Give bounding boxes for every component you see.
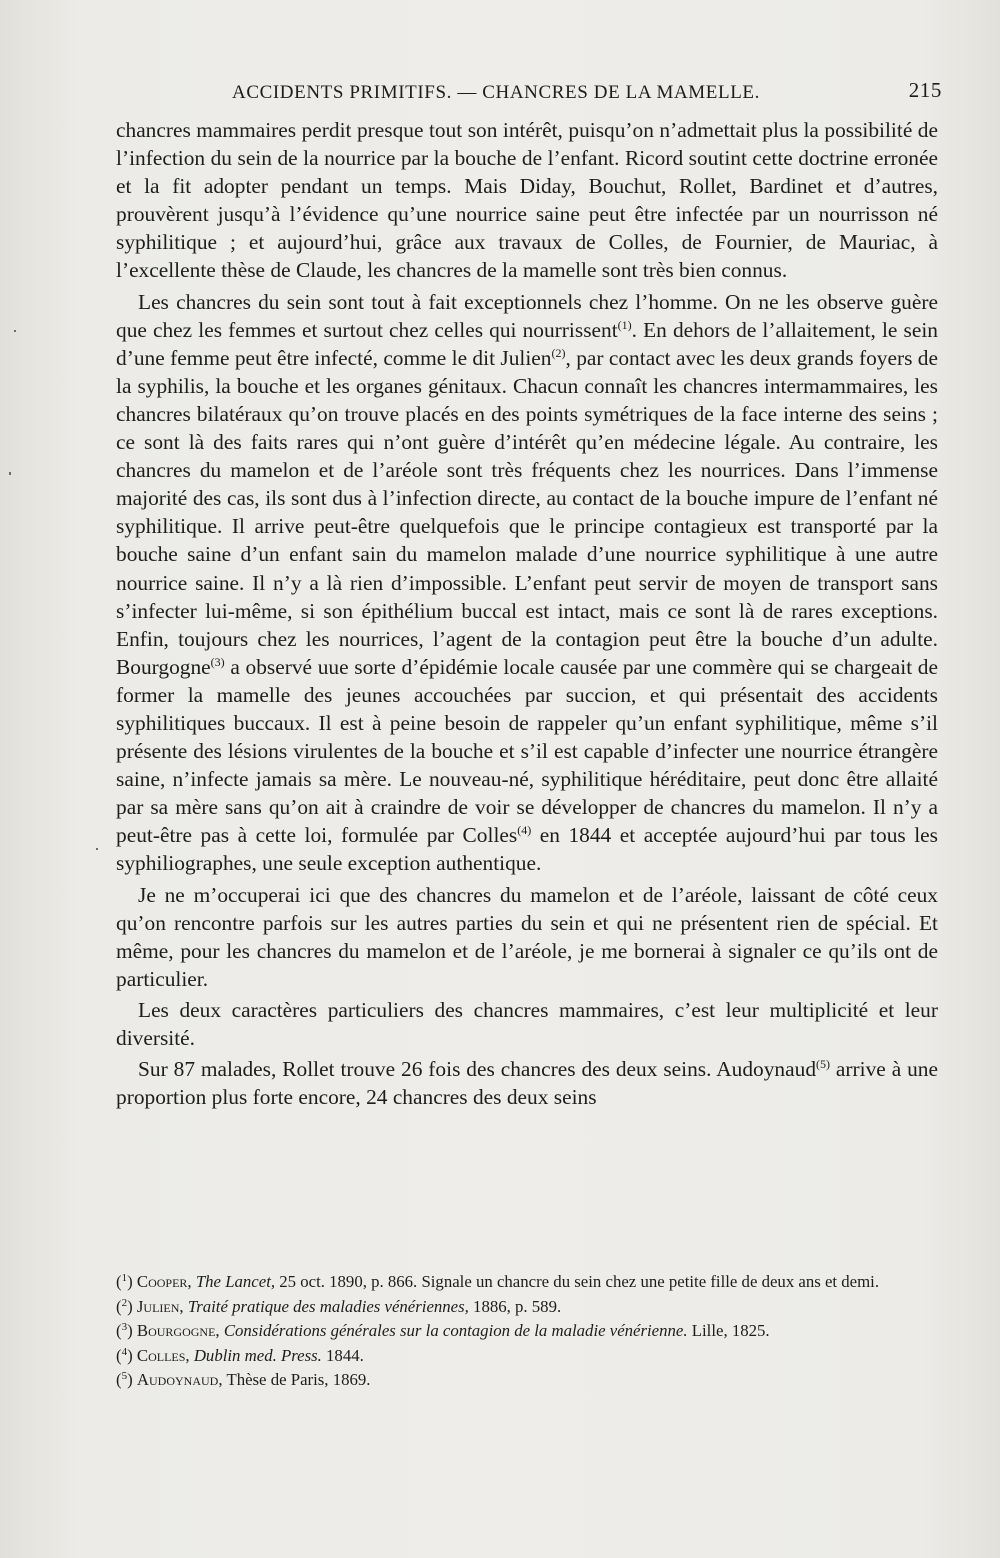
page-number: 215 xyxy=(908,78,942,102)
footnote-5: ($^5$) Audoynaud, Thèse de Paris, 1869. xyxy=(116,1370,371,1390)
ink-speck xyxy=(9,472,11,475)
ink-speck xyxy=(96,848,98,850)
footnote-ref-2: (2) xyxy=(551,345,566,360)
running-title: ACCIDENTS PRIMITIFS. — CHANCRES DE LA MAMELLE. xyxy=(232,82,760,103)
footnote-3: ($^3$) Bourgogne, Considérations générales sur la contagion de la maladie vénérienne. Lille, 1825. xyxy=(116,1321,770,1341)
paragraph-1: chancres mammaires perdit presque tout son intérêt, puisqu’on n’admettait plus la possibilité de l’infection du sein de la nourrice par la bouche de l’enfant. Ricord soutint cette doctrine erronée et la fit adopter pendant un temps. Mais Diday, Bouchut, Rollet, Bardinet et d’autres, prouvèrent jusqu’à l’évidence qu’une nourrice saine peut être infectée par un nourrisson né syphilitique ; et aujourd’hui, grâce aux travaux de Colles, de Fournier, de Mauriac, à l’excellente thèse de Claude, les chancres de la mamelle sont très bien connus. xyxy=(116,118,938,283)
main-text xyxy=(116,116,938,1111)
footnote-4: ($^4$) Colles, Dublin med. Press. 1844. xyxy=(116,1345,364,1365)
footnote-1: ($^1$) Cooper, The Lancet, 25 oct. 1890, p. 866. Signale un chancre du sein chez une petite fille de deux ans et demi. xyxy=(116,1272,880,1291)
footnote-ref-4: (4) xyxy=(517,823,532,838)
footnote-ref-1: (1) xyxy=(617,317,632,332)
paragraph-5: Sur 87 malades, Rollet trouve 26 fois des chancres des deux seins. Audoynaud$^{(5)}$ arrive à une proportion plus forte encore, 24 chancres des deux seins xyxy=(116,1057,938,1110)
paragraph-2: Les chancres du sein sont tout à fait exceptionnels chez l’homme. On ne les observe guère que chez les femmes et surtout chez celles qui nourrissent$^{(1)}$. En dehors de l’allaitement, le sein d’une femme peut être infecté, comme le dit Julien$^{(2)}$, par contact avec les deux grands foyers de la syphilis, la bouche et les organes génitaux. Chacun connaît les chancres intermammaires, les chancres bilatéraux qu’on trouve placés en des points symétriques de la face interne des seins ; ce sont là des faits rares qui n’ont guère d’intérêt qu’en médecine légale. Au contraire, les chancres du mamelon et de l’aréole sont très fréquents chez les nourrices. Dans l’immense majorité des cas, ils sont dus à l’infection directe, au contact de la bouche impure de l’enfant né syphilitique. Il arrive peut-être quelquefois que le principe contagieux est transporté par la bouche saine d’un enfant sain du mamelon malade d’une nourrice syphilitique à une autre nourrice saine. Il n’y a là rien d’impossible. L’enfant peut servir de moyen de transport sans s’infecter lui-même, si son épithélium buccal est intact, mais ce sont là de rares exceptions. Enfin, toujours chez les nourrices, l’agent de la contagion peut être la bouche d’un adulte. Bourgogne$^{(3)}$ a observé uue sorte d’épidémie locale causée par une commère qui se chargeait de former la mamelle des jeunes accouchées par succion, et qui présentait des accidents syphilitiques buccaux. Il est à peine besoin de rappeler qu’un enfant syphilitique, même s’il présente des lésions virulentes de la bouche et s’il est capable d’infecter une nourrice étrangère saine, n’infecte jamais sa mère. Le nouveau-né, syphilitique héréditaire, peut donc être allaité par sa mère sans qu’on ait à craindre de voir se développer de chancres du mamelon. Il n’y a peut-être pas à cette loi, formulée par Colles$^{(4)}$ en 1844 et acceptée aujourd’hui par tous les syphiliographes, une seule exception authentique. xyxy=(116,289,939,876)
footnote-ref-3: (3) xyxy=(210,654,225,669)
footnote-ref-5: (5) xyxy=(816,1057,831,1072)
footnotes xyxy=(116,1268,938,1391)
footnote-2: ($^2$) Julien, Traité pratique des maladies vénériennes, 1886, p. 589. xyxy=(116,1296,562,1316)
ink-speck xyxy=(14,330,16,332)
running-header xyxy=(116,78,942,108)
paragraph-3: Je ne m’occuperai ici que des chancres du mamelon et de l’aréole, laissant de côté ceux qu’on rencontre parfois sur les autres parties du sein et qui ne présentent rien de spécial. Et même, pour les chancres du mamelon et de l’aréole, je me bornerai à signaler ce qu’ils ont de particulier. xyxy=(116,882,938,991)
paragraph-4: Les deux caractères particuliers des chancres mammaires, c’est leur multiplicité et leur diversité. xyxy=(116,997,938,1050)
